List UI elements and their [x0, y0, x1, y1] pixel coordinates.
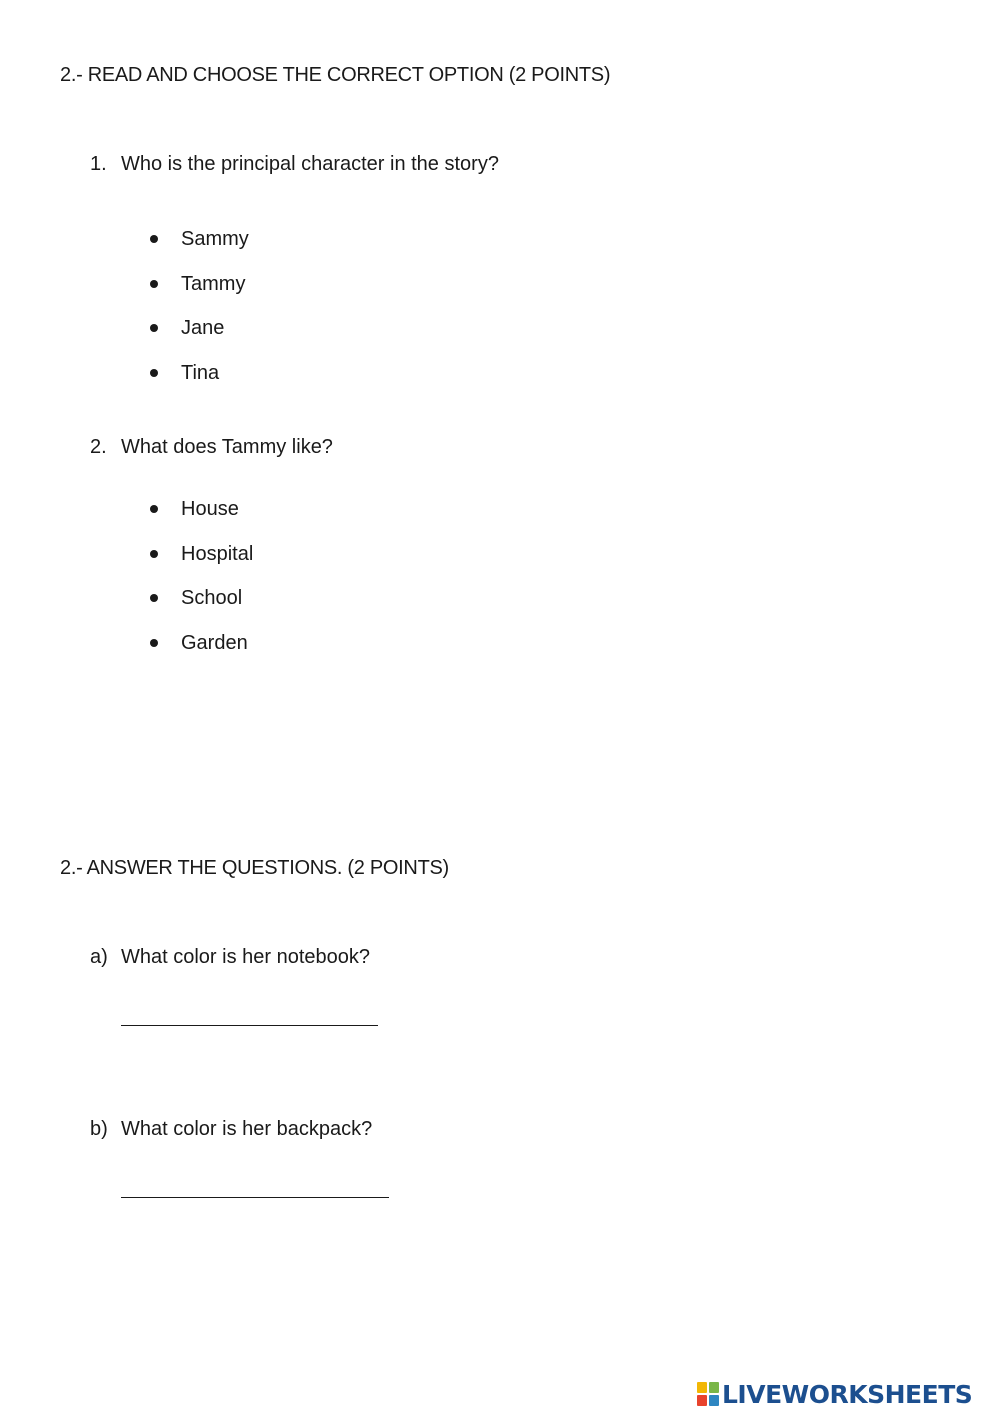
option-jane[interactable] — [150, 316, 249, 361]
option-label: Hospital — [181, 542, 254, 565]
option-label: Sammy — [181, 228, 249, 250]
bullet-icon — [150, 280, 158, 288]
option-sammy[interactable] — [150, 227, 249, 272]
option-school[interactable] — [150, 586, 253, 631]
option-hospital[interactable] — [150, 542, 253, 587]
section-1-title: 2.- READ AND CHOOSE THE CORRECT OPTION (2 POINTS) — [60, 64, 611, 86]
question-b-letter: b) — [90, 1118, 108, 1140]
option-label: School — [181, 587, 243, 609]
question-1-number: 1. — [90, 153, 107, 175]
logo-square-yellow — [697, 1382, 707, 1393]
question-2 — [90, 435, 333, 459]
question-2-options — [150, 497, 253, 675]
question-b-text: What color is her backpack? — [121, 1118, 373, 1140]
option-label: House — [181, 498, 239, 520]
question-a — [90, 945, 370, 969]
question-1-text: Who is the principal character in the story? — [121, 153, 499, 175]
option-tammy[interactable] — [150, 272, 249, 317]
option-label: Tammy — [181, 272, 246, 295]
bullet-icon — [150, 639, 158, 647]
option-label: Tina — [181, 361, 220, 384]
section-2-title: 2.- ANSWER THE QUESTIONS. (2 POINTS) — [60, 857, 449, 879]
question-a-text: What color is her notebook? — [121, 946, 371, 968]
bullet-icon — [150, 550, 158, 558]
bullet-icon — [150, 369, 158, 377]
option-tina[interactable] — [150, 361, 249, 406]
logo-square-red — [697, 1395, 707, 1406]
logo-square-blue — [709, 1395, 719, 1406]
bullet-icon — [150, 324, 158, 332]
question-a-letter: a) — [90, 946, 108, 968]
liveworksheets-brand — [697, 1378, 972, 1410]
option-garden[interactable] — [150, 631, 253, 676]
question-1 — [90, 152, 499, 176]
answer-input-backpack[interactable] — [121, 1173, 389, 1198]
liveworksheets-logo-icon — [697, 1382, 719, 1406]
bullet-icon — [150, 594, 158, 602]
question-b — [90, 1117, 372, 1141]
question-2-text: What does Tammy like? — [121, 436, 333, 458]
answer-input-notebook[interactable] — [121, 1001, 378, 1026]
bullet-icon — [150, 235, 158, 243]
brand-name: LIVEWORKSHEETS — [722, 1379, 973, 1409]
option-label: Garden — [181, 631, 248, 654]
option-label: Jane — [181, 317, 225, 339]
logo-square-green — [709, 1382, 719, 1393]
question-1-options — [150, 227, 249, 405]
question-2-number: 2. — [90, 436, 107, 458]
option-house[interactable] — [150, 497, 253, 542]
bullet-icon — [150, 505, 158, 513]
